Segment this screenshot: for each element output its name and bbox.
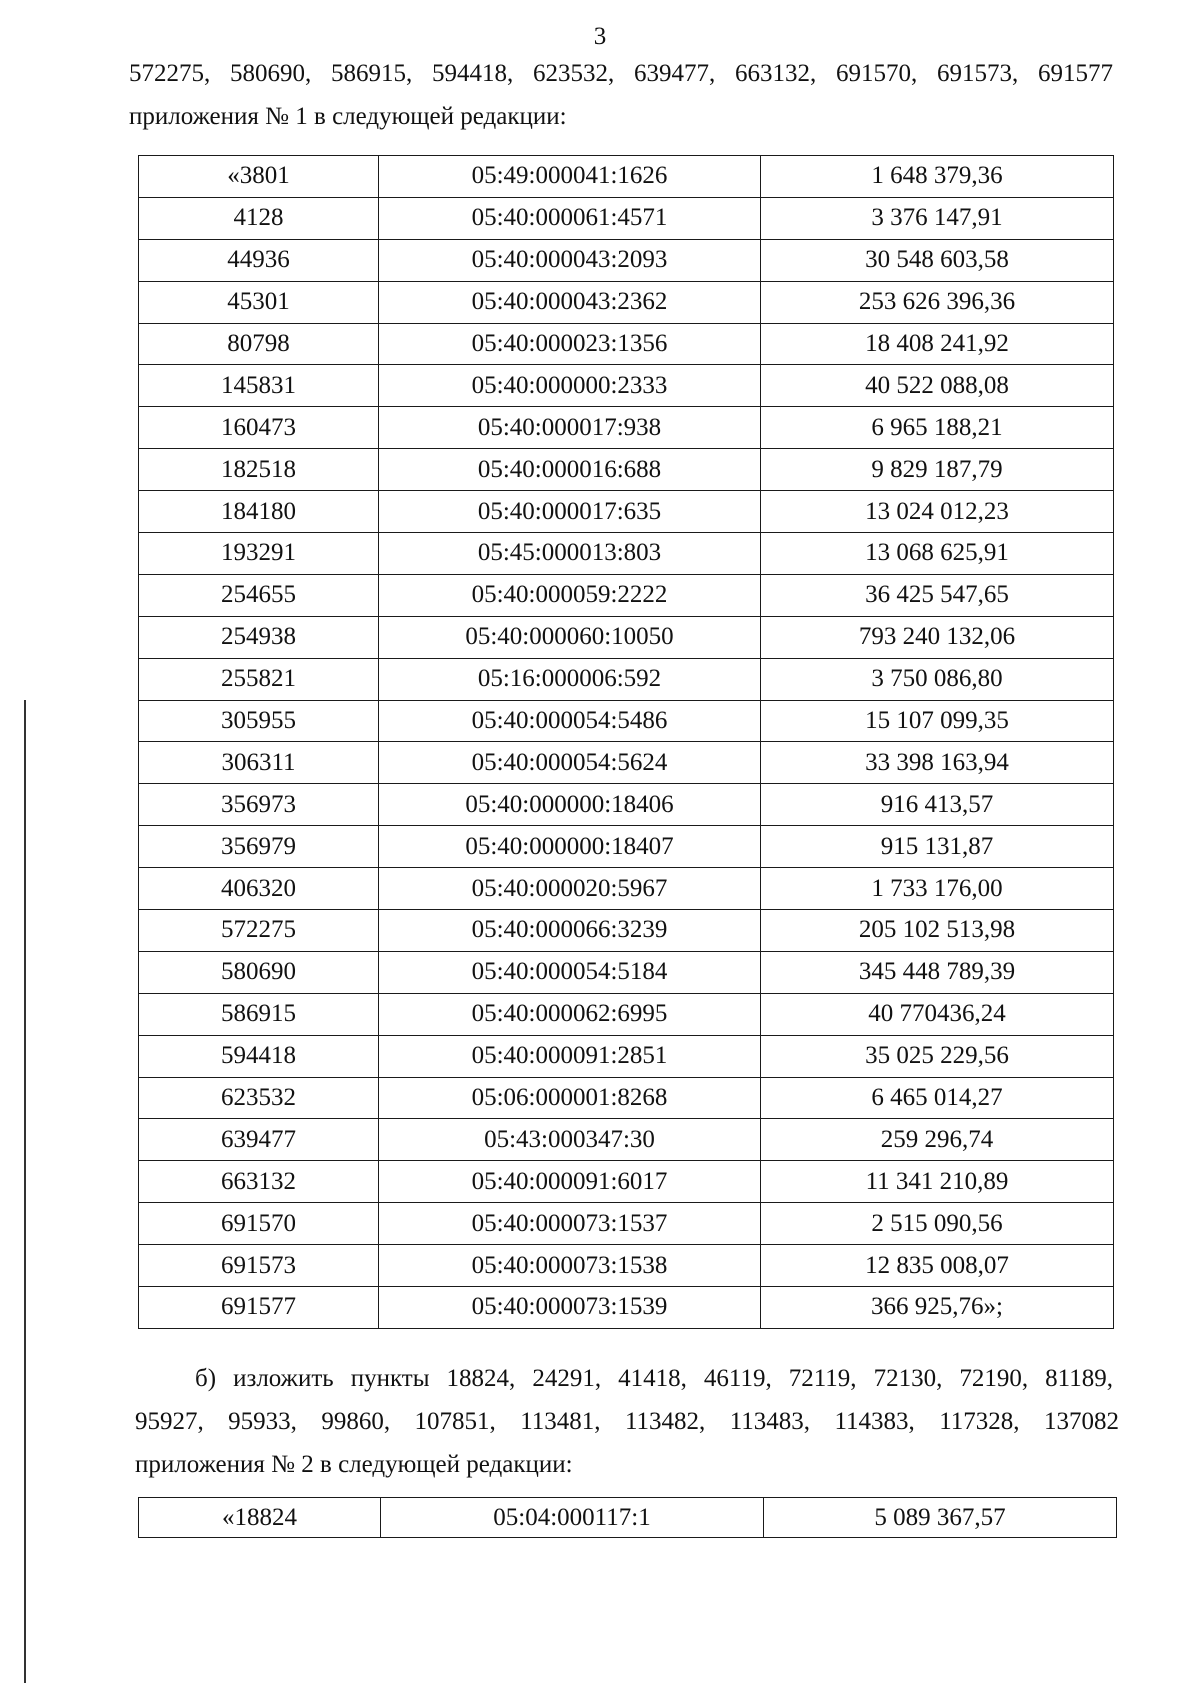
item-number: 117328, <box>939 1408 1020 1435</box>
row-number-cell: 4128 <box>139 197 379 239</box>
text-word: пункты <box>350 1365 430 1392</box>
cadastral-value-cell: 9 829 187,79 <box>761 449 1114 491</box>
table-row <box>139 533 1114 575</box>
cadastral-value-cell: 366 925,76»; <box>761 1287 1114 1329</box>
text-word: изложить <box>233 1365 334 1392</box>
row-number-cell: 406320 <box>139 868 379 910</box>
row-number-cell: 254655 <box>139 574 379 616</box>
cadastral-number-cell: 05:40:000054:5486 <box>379 700 761 742</box>
cadastral-table-appendix-2 <box>138 1497 1117 1538</box>
row-number-cell: «18824 <box>139 1498 381 1538</box>
cadastral-value-cell: 1 648 379,36 <box>761 156 1114 198</box>
row-number-cell: 80798 <box>139 323 379 365</box>
table-row <box>139 449 1114 491</box>
table-row <box>139 742 1114 784</box>
table-row <box>139 1035 1114 1077</box>
section-b-line-2 <box>135 1405 1119 1439</box>
item-number: 107851, <box>414 1408 496 1435</box>
cadastral-number-cell: 05:40:000016:688 <box>379 449 761 491</box>
cadastral-value-cell: 205 102 513,98 <box>761 910 1114 952</box>
table-row <box>139 1245 1114 1287</box>
table-row <box>139 910 1114 952</box>
text-word: 72119, <box>788 1365 857 1392</box>
cadastral-number-cell: 05:40:000061:4571 <box>379 197 761 239</box>
text-word: 41418, <box>618 1365 687 1392</box>
table-row <box>139 323 1114 365</box>
cadastral-value-cell: 11 341 210,89 <box>761 1161 1114 1203</box>
item-number: 113481, <box>520 1408 601 1435</box>
cadastral-number-cell: 05:40:000043:2093 <box>379 239 761 281</box>
table-row <box>139 658 1114 700</box>
table-row <box>139 868 1114 910</box>
cadastral-number-cell: 05:40:000073:1537 <box>379 1203 761 1245</box>
cadastral-number-cell: 05:40:000091:2851 <box>379 1035 761 1077</box>
cadastral-number-cell: 05:40:000000:18407 <box>379 826 761 868</box>
cadastral-value-cell: 3 750 086,80 <box>761 658 1114 700</box>
table-row <box>139 407 1114 449</box>
row-number-cell: 255821 <box>139 658 379 700</box>
text-word: 72130, <box>873 1365 943 1392</box>
row-number-cell: 639477 <box>139 1119 379 1161</box>
cadastral-value-cell: 12 835 008,07 <box>761 1245 1114 1287</box>
cadastral-value-cell: 40 522 088,08 <box>761 365 1114 407</box>
row-number-cell: 572275 <box>139 910 379 952</box>
row-number-cell: 305955 <box>139 700 379 742</box>
row-number-cell: 691577 <box>139 1287 379 1329</box>
text-word: 18824, <box>446 1365 516 1392</box>
section-b-line-3: приложения № 2 в следующей редакции: <box>135 1451 573 1478</box>
table-row <box>139 491 1114 533</box>
item-number: 95933, <box>228 1408 297 1435</box>
cadastral-value-cell: 915 131,87 <box>761 826 1114 868</box>
item-number: 99860, <box>321 1408 391 1435</box>
cadastral-value-cell: 36 425 547,65 <box>761 574 1114 616</box>
cadastral-number-cell: 05:40:000000:18406 <box>379 784 761 826</box>
item-number: 114383, <box>834 1408 915 1435</box>
item-number: 691573, <box>937 60 1019 87</box>
cadastral-value-cell: 253 626 396,36 <box>761 281 1114 323</box>
row-number-cell: 586915 <box>139 993 379 1035</box>
table-row <box>139 1203 1114 1245</box>
cadastral-table-appendix-1 <box>138 155 1114 1329</box>
table-row <box>139 574 1114 616</box>
cadastral-value-cell: 18 408 241,92 <box>761 323 1114 365</box>
row-number-cell: 160473 <box>139 407 379 449</box>
item-number: 572275, <box>129 60 211 87</box>
table-row <box>139 784 1114 826</box>
cadastral-number-cell: 05:49:000041:1626 <box>379 156 761 198</box>
row-number-cell: 356973 <box>139 784 379 826</box>
row-number-cell: 691570 <box>139 1203 379 1245</box>
cadastral-number-cell: 05:40:000020:5967 <box>379 868 761 910</box>
cadastral-value-cell: 916 413,57 <box>761 784 1114 826</box>
cadastral-value-cell: 6 465 014,27 <box>761 1077 1114 1119</box>
table-row <box>139 1119 1114 1161</box>
item-number: 691570, <box>836 60 918 87</box>
text-word: 46119, <box>703 1365 772 1392</box>
cadastral-number-cell: 05:40:000059:2222 <box>379 574 761 616</box>
cadastral-number-cell: 05:40:000073:1539 <box>379 1287 761 1329</box>
table-row <box>139 1161 1114 1203</box>
table-row <box>139 1498 1117 1538</box>
cadastral-number-cell: 05:40:000091:6017 <box>379 1161 761 1203</box>
text-word: 24291, <box>532 1365 602 1392</box>
row-number-cell: 356979 <box>139 826 379 868</box>
table-row <box>139 700 1114 742</box>
table-row <box>139 281 1114 323</box>
intro-line-1 <box>129 57 1113 91</box>
cadastral-value-cell: 345 448 789,39 <box>761 951 1114 993</box>
row-number-cell: 145831 <box>139 365 379 407</box>
cadastral-value-cell: 2 515 090,56 <box>761 1203 1114 1245</box>
cadastral-number-cell: 05:40:000054:5624 <box>379 742 761 784</box>
cadastral-number-cell: 05:40:000066:3239 <box>379 910 761 952</box>
row-number-cell: 580690 <box>139 951 379 993</box>
table-row <box>139 826 1114 868</box>
scan-margin-line <box>24 700 26 1683</box>
cadastral-number-cell: 05:40:000043:2362 <box>379 281 761 323</box>
table-row <box>139 993 1114 1035</box>
table-row <box>139 365 1114 407</box>
item-number: 95927, <box>135 1408 204 1435</box>
item-number: 594418, <box>432 60 514 87</box>
item-number: 586915, <box>331 60 413 87</box>
cadastral-number-cell: 05:40:000000:2333 <box>379 365 761 407</box>
cadastral-number-cell: 05:16:000006:592 <box>379 658 761 700</box>
row-number-cell: 691573 <box>139 1245 379 1287</box>
cadastral-value-cell: 6 965 188,21 <box>761 407 1114 449</box>
cadastral-value-cell: 15 107 099,35 <box>761 700 1114 742</box>
page-number: 3 <box>593 23 607 50</box>
row-number-cell: 184180 <box>139 491 379 533</box>
text-word: 81189, <box>1045 1365 1113 1392</box>
item-number: 580690, <box>230 60 312 87</box>
cadastral-number-cell: 05:40:000054:5184 <box>379 951 761 993</box>
row-number-cell: 182518 <box>139 449 379 491</box>
cadastral-value-cell: 33 398 163,94 <box>761 742 1114 784</box>
table-row <box>139 951 1114 993</box>
cadastral-number-cell: 05:40:000073:1538 <box>379 1245 761 1287</box>
item-number: 113483, <box>729 1408 811 1435</box>
row-number-cell: 193291 <box>139 533 379 575</box>
item-number: 113482, <box>624 1408 706 1435</box>
cadastral-value-cell: 5 089 367,57 <box>764 1498 1117 1538</box>
table-row <box>139 1287 1114 1329</box>
cadastral-number-cell: 05:43:000347:30 <box>379 1119 761 1161</box>
text-word: б) <box>195 1365 217 1392</box>
row-number-cell: 594418 <box>139 1035 379 1077</box>
cadastral-number-cell: 05:45:000013:803 <box>379 533 761 575</box>
row-number-cell: «3801 <box>139 156 379 198</box>
row-number-cell: 663132 <box>139 1161 379 1203</box>
table-row <box>139 616 1114 658</box>
cadastral-value-cell: 1 733 176,00 <box>761 868 1114 910</box>
row-number-cell: 45301 <box>139 281 379 323</box>
item-number: 663132, <box>735 60 817 87</box>
cadastral-number-cell: 05:40:000060:10050 <box>379 616 761 658</box>
cadastral-number-cell: 05:04:000117:1 <box>381 1498 764 1538</box>
table-row <box>139 239 1114 281</box>
table-row <box>139 197 1114 239</box>
table-row <box>139 156 1114 198</box>
item-number: 691577 <box>1038 60 1113 87</box>
item-number: 623532, <box>533 60 615 87</box>
cadastral-value-cell: 259 296,74 <box>761 1119 1114 1161</box>
text-word: 72190, <box>959 1365 1029 1392</box>
cadastral-value-cell: 3 376 147,91 <box>761 197 1114 239</box>
cadastral-number-cell: 05:40:000023:1356 <box>379 323 761 365</box>
item-number: 137082 <box>1043 1408 1119 1435</box>
section-b-line-1 <box>195 1362 1113 1396</box>
row-number-cell: 254938 <box>139 616 379 658</box>
item-number: 639477, <box>634 60 716 87</box>
cadastral-value-cell: 13 024 012,23 <box>761 491 1114 533</box>
cadastral-number-cell: 05:40:000062:6995 <box>379 993 761 1035</box>
intro-line-2: приложения № 1 в следующей редакции: <box>129 103 567 130</box>
cadastral-value-cell: 793 240 132,06 <box>761 616 1114 658</box>
cadastral-value-cell: 35 025 229,56 <box>761 1035 1114 1077</box>
cadastral-value-cell: 30 548 603,58 <box>761 239 1114 281</box>
cadastral-value-cell: 40 770436,24 <box>761 993 1114 1035</box>
cadastral-value-cell: 13 068 625,91 <box>761 533 1114 575</box>
cadastral-number-cell: 05:40:000017:938 <box>379 407 761 449</box>
table-row <box>139 1077 1114 1119</box>
row-number-cell: 44936 <box>139 239 379 281</box>
row-number-cell: 623532 <box>139 1077 379 1119</box>
row-number-cell: 306311 <box>139 742 379 784</box>
cadastral-number-cell: 05:40:000017:635 <box>379 491 761 533</box>
cadastral-number-cell: 05:06:000001:8268 <box>379 1077 761 1119</box>
